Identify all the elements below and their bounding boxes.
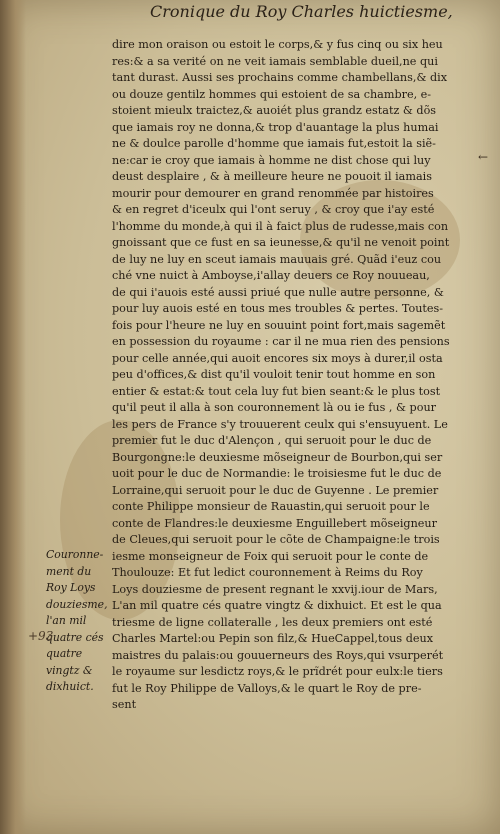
text-line: res:& a sa verité on ne veit iamais semblable dueil,ne qui xyxy=(112,54,438,68)
text-line: de qui i'auois esté aussi priué que nulle autre personne, & xyxy=(112,285,444,299)
text-line: entier & estat:& tout cela luy fut bien seant:& le plus tost xyxy=(112,384,441,398)
text-line: L'an mil quatre cés quatre vingtz & dixhuict. Et est le qua xyxy=(112,599,442,612)
text-line: maistres du palais:ou gouuerneurs des Roys,qui vsurperét xyxy=(112,648,444,662)
book-spine-shadow xyxy=(0,0,26,834)
text-line: dire mon oraison ou estoit le corps,& y fus cinq ou six heu xyxy=(112,38,443,51)
margin-note-line: douziesme, xyxy=(46,597,108,611)
text-line: & en regret d'iceulx qui l'ont seruy , & croy que i'ay esté xyxy=(112,203,435,216)
text-line: premier fut le duc d'Alençon , qui seruoit pour le duc de xyxy=(112,434,432,447)
body-text xyxy=(112,37,474,714)
text-line: triesme de ligne collateralle , les deux premiers ont esté xyxy=(112,615,433,629)
margin-note-line: l'an mil xyxy=(46,614,87,627)
margin-note-line: ment du xyxy=(46,564,92,578)
text-line: en possession du royaume : car il ne mua rien des pensions xyxy=(112,335,450,348)
pen-mark-icon: ← xyxy=(478,150,489,164)
handwritten-annotation: +93 xyxy=(28,629,54,643)
text-line: deust desplaire , & à meilleure heure ne pouoit il iamais xyxy=(112,170,432,183)
text-line: conte Philippe monsieur de Rauastin,qui seruoit pour le xyxy=(112,500,430,513)
margin-note-line: quatre cés xyxy=(46,630,104,644)
text-line: ne & doulce parolle d'homme que iamais fut,estoit la siẽ- xyxy=(112,137,436,150)
text-line: stoient mieulx traictez,& auoiét plus grandz estatz & dõs xyxy=(112,104,437,117)
text-line: uoit pour le duc de Normandie: le troisiesme fut le duc de xyxy=(112,467,442,480)
margin-note-line: Roy Loys xyxy=(46,581,96,594)
text-line: iesme monseigneur de Foix qui seruoit pour le conte de xyxy=(112,549,429,563)
text-line: sent xyxy=(112,698,137,711)
text-line: le royaume sur lesdictz roys,& le prĩdrét pour eulx:le tiers xyxy=(112,665,443,678)
running-header: Cronique du Roy Charles huictiesme, xyxy=(150,2,453,21)
text-line: pour celle année,qui auoit encores six moys à durer,il osta xyxy=(112,351,443,365)
text-line: fut le Roy Philippe de Valloys,& le quart le Roy de pre- xyxy=(112,681,422,695)
text-line: mourir pour demourer en grand renommée par histoires xyxy=(112,186,434,200)
text-line: Bourgongne:le deuxiesme mõseigneur de Bourbon,qui ser xyxy=(112,450,443,464)
text-line: l'homme du monde,à qui il à faict plus de rudesse,mais con xyxy=(112,219,449,233)
margin-note-line: Couronne- xyxy=(46,548,104,561)
text-line: de luy ne luy en sceut iamais mauuais gré. Quãd i'euz cou xyxy=(112,252,442,266)
text-line: Loys douziesme de present regnant le xxvij.iour de Mars, xyxy=(112,582,438,596)
text-line: Lorraine,qui seruoit pour le duc de Guyenne . Le premier xyxy=(112,483,439,497)
text-line: peu d'offices,& dist qu'il vouloit tenir tout homme en son xyxy=(112,368,436,381)
margin-note-line: vingtz & xyxy=(46,663,93,677)
text-line: Thoulouze: Et fut ledict couronnement à Reims du Roy xyxy=(112,566,423,579)
text-line: fois pour l'heure ne luy en souuint point fort,mais sagemẽt xyxy=(112,318,446,332)
text-line: Charles Martel:ou Pepin son filz,& HueCappel,tous deux xyxy=(112,632,434,645)
text-line: pour luy auois esté en tous mes troubles & pertes. Toutes- xyxy=(112,302,444,315)
text-line: gnoissant que ce fust en sa ieunesse,& qu'il ne venoit point xyxy=(112,236,450,249)
margin-note-line: dixhuict. xyxy=(46,680,94,693)
text-line: de Cleues,qui seruoit pour le cõte de Champaigne:le trois xyxy=(112,533,440,546)
text-line: qu'il peut il alla à son couronnement là ou ie fus , & pour xyxy=(112,401,437,414)
text-line: conte de Flandres:le deuxiesme Enguillebert mõseigneur xyxy=(112,516,437,530)
text-line: ché vne nuict à Amboyse,i'allay deuers ce Roy nouueau, xyxy=(112,269,430,282)
margin-note xyxy=(46,547,110,696)
margin-note-line: quatre xyxy=(46,647,83,660)
text-line: les pers de France s'y trouuerent ceulx qui s'ensuyuent. Le xyxy=(112,417,448,431)
text-line: que iamais roy ne donna,& trop d'auantage la plus humai xyxy=(112,120,439,134)
text-line: ne:car ie croy que iamais à homme ne dist chose qui luy xyxy=(112,153,431,167)
text-line: ou douze gentilz hommes qui estoient de sa chambre, e- xyxy=(112,87,432,101)
text-line: tant durast. Aussi ses prochains comme chambellans,& dix xyxy=(112,71,448,84)
